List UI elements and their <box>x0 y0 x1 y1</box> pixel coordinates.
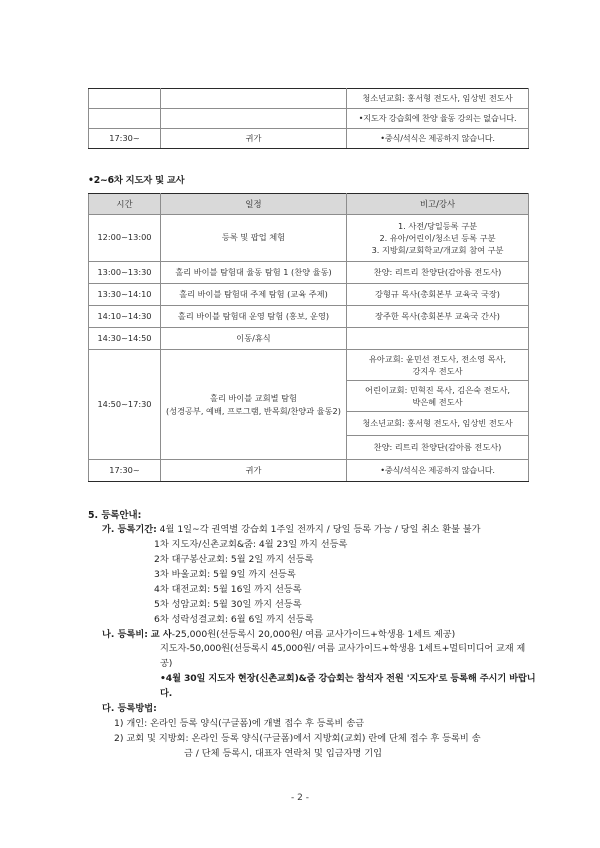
cell-time: 14:30~14:50 <box>89 328 161 350</box>
period-subline: 6차 성락성결교회: 6월 6일 까지 선등록 <box>154 613 314 625</box>
registration-section <box>88 508 536 762</box>
cell-plan: 귀가 <box>161 460 347 482</box>
cell-note: 찬양: 리트리 찬양단(감아름 전도사) <box>347 262 529 284</box>
cell-time: 12:00~13:00 <box>89 215 161 262</box>
cell-time: 13:30~14:10 <box>89 284 161 306</box>
cell-time: 14:50~17:30 <box>89 350 161 460</box>
cell-note: 유아교회: 윤민선 전도사, 전소영 목사, 강지우 전도사 <box>347 350 529 381</box>
table-header-row <box>89 194 529 215</box>
method-subline: 금 / 단체 등록시, 대표자 연락처 및 입금자명 기입 <box>184 747 383 759</box>
note-line: 3. 지방회/교회학교/개교회 참여 구분 <box>371 245 504 256</box>
table-row <box>89 262 529 284</box>
plan-line-secondary: (성경공부, 예배, 프로그램, 반목회/찬양과 율동2) <box>166 405 341 416</box>
cell-plan: 홀리 바이블 탐험대 율동 탐험 1 (찬양 율동) <box>161 262 347 284</box>
note-line: 1. 사전/당일등록 구분 <box>397 220 478 231</box>
method-subline: 1) 개인: 온라인 등록 양식(구글폼)에 개별 접수 후 등록비 송금 <box>114 718 365 730</box>
table-row <box>89 129 529 149</box>
cell-time <box>89 89 161 109</box>
method-subline: 2) 교회 및 지방회: 온라인 등록 양식(구글폼)에서 지방회(교회) 란에 단체 접수 후 등록비 송 <box>114 732 481 744</box>
table-row <box>89 284 529 306</box>
period-subline: 3차 바울교회: 5월 9일 까지 선등록 <box>154 568 296 580</box>
item-label: 나. 등록비: <box>102 628 148 640</box>
cell-plan: 등록 및 팝업 체험 <box>161 215 347 262</box>
item-text: 4월 1일~각 권역별 강습회 1주일 전까지 / 당일 등록 가능 / 당일 취소 환불 불가 <box>159 524 481 536</box>
cell-plan: 홀리 바이블 탐험대 주제 탐험 (교육 주제) <box>161 284 347 306</box>
table-row <box>89 89 529 109</box>
column-header-time: 시간 <box>89 194 161 215</box>
cell-note <box>347 215 529 262</box>
cell-plan: 귀가 <box>161 129 347 149</box>
item-label: 다. 등록방법: <box>102 703 157 715</box>
cell-plan <box>161 109 347 129</box>
cell-time: 13:00~13:30 <box>89 262 161 284</box>
column-header-note: 비고/강사 <box>347 194 529 215</box>
cell-plan: 홀리 바이블 탐험대 운영 탐험 (홍보, 운영) <box>161 306 347 328</box>
table-row <box>89 306 529 328</box>
table-row <box>89 350 529 381</box>
cell-time: 14:10~14:30 <box>89 306 161 328</box>
table-row <box>89 460 529 482</box>
cell-time: 17:30~ <box>89 460 161 482</box>
cell-note: 강형규 목사(총회본부 교육국 국장) <box>347 284 529 306</box>
cell-time <box>89 109 161 129</box>
item-label: 가. 등록기간: <box>102 524 157 536</box>
page-number: - 2 - <box>291 793 309 803</box>
table-row <box>89 215 529 262</box>
cell-note: 장주한 목사(총회본부 교육국 간사) <box>347 306 529 328</box>
column-header-plan: 일정 <box>161 194 347 215</box>
registration-item-method <box>88 702 536 717</box>
cell-plan: 이동/휴식 <box>161 328 347 350</box>
cell-note: 청소년교회: 홍서형 전도사, 임상빈 전도사 <box>347 89 529 109</box>
cell-note: 청소년교회: 홍서형 전도사, 임상빈 전도사 <box>347 412 529 436</box>
note-line: 2. 유아/어린이/청소년 등록 구분 <box>379 233 496 244</box>
plan-line-primary: 홀리 바이블 교회별 탐험 <box>210 393 297 404</box>
cell-plan <box>161 89 347 109</box>
registration-item-fee <box>88 628 536 643</box>
schedule-table-continued <box>88 88 529 149</box>
cell-note: •중식/석식은 제공하지 않습니다. <box>347 129 529 149</box>
table-row <box>89 328 529 350</box>
item-text: -25,000원(선등록시 20,000원/ 여름 교사가이드+학생용 1세트 제공) <box>171 628 456 640</box>
fee-prefix: 교 사 <box>150 628 172 640</box>
registration-item-period <box>88 523 536 538</box>
schedule-table-main <box>88 193 529 482</box>
cell-note: •중식/석식은 제공하지 않습니다. <box>347 460 529 482</box>
period-subline: 2차 대구봉산교회: 5월 2일 까지 선등록 <box>154 554 314 566</box>
cell-note: 어린이교회: 민혁진 목사, 김은숙 전도사, 박은혜 전도사 <box>347 381 529 412</box>
registration-heading: 5. 등록안내: <box>88 510 142 521</box>
period-subline: 5차 성암교회: 5월 30일 까지 선등록 <box>154 598 302 610</box>
cell-note <box>347 328 529 350</box>
cell-time: 17:30~ <box>89 129 161 149</box>
cell-note: 찬양: 리트리 찬양단(감아름 전도사) <box>347 436 529 460</box>
fee-subline: 지도자-50,000원(선등록시 45,000원/ 여름 교사가이드+학생용 1세트+멀티미디어 교재 제공) <box>160 643 526 670</box>
table-row <box>89 109 529 129</box>
period-subline: 1차 지도자/신촌교회&줌: 4월 23일 까지 선등록 <box>154 539 348 551</box>
cell-note: •지도자 강습회에 찬양 율동 강의는 없습니다. <box>347 109 529 129</box>
period-subline: 4차 대전교회: 5월 16일 까지 선등록 <box>154 583 302 595</box>
section-caption: •2~6차 지도자 및 교사 <box>88 175 185 186</box>
fee-note: •4월 30일 지도자 현장(신촌교회)&줌 강습회는 참석자 전원 '지도자'로 등록해 주시기 바랍니다. <box>160 673 536 700</box>
cell-plan <box>161 350 347 460</box>
